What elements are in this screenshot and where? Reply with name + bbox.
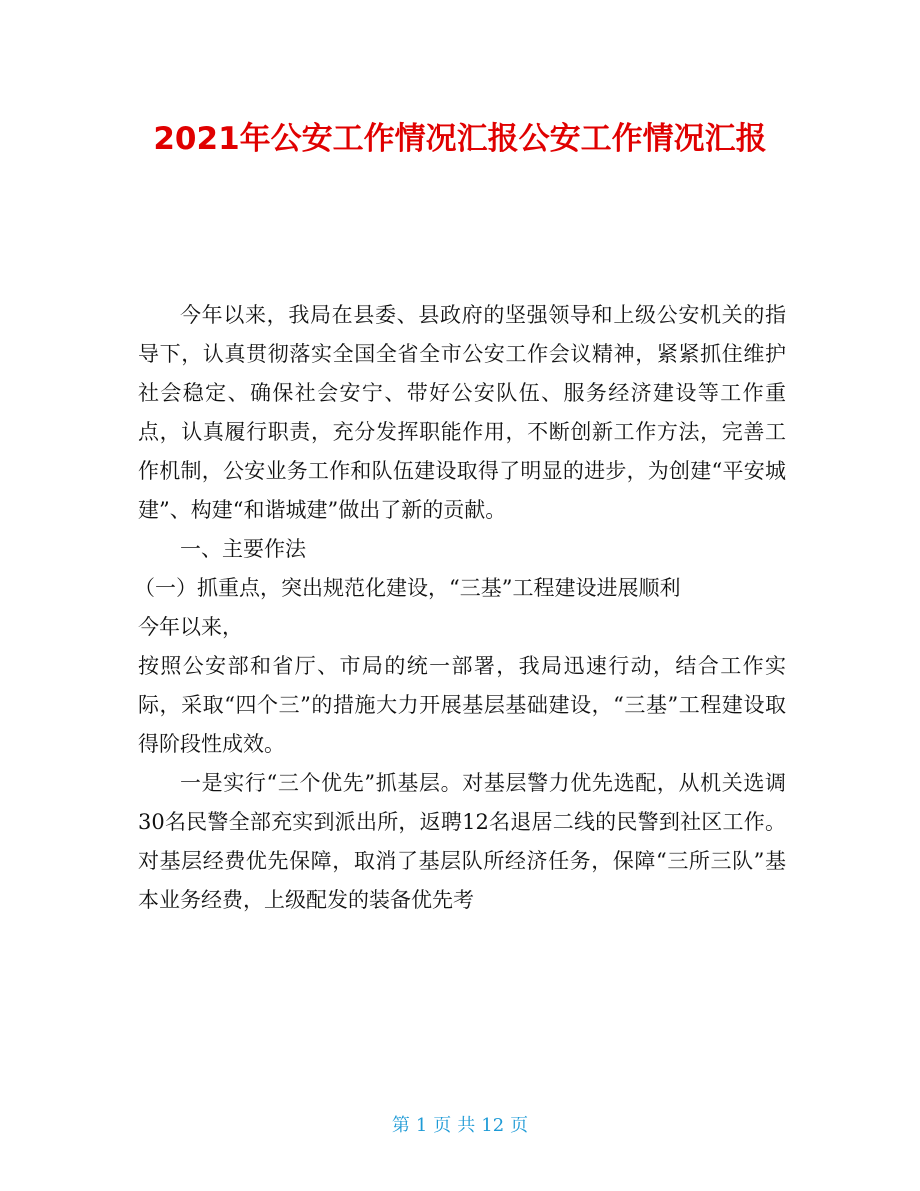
paragraph-intro: 今年以来，我局在县委、县政府的坚强领导和上级公安机关的指导下，认真贯彻落实全国全省全市公安工作会议精神，紧紧抓住维护社会稳定、确保社会安宁、带好公安队伍、服务经济建设等工作重点，认真履行职责，充分发挥职能作用，不断创新工作方法，完善工作机制，公安业务工作和队伍建设取得了明显的进步，为创建“平安城建”、构建“和谐城建”做出了新的贡献。: [138, 303, 786, 522]
paragraph-lead: 今年以来，: [138, 615, 243, 639]
page-footer: [0, 1112, 920, 1140]
footer-total-pages: 12: [481, 1115, 505, 1136]
footer-total-label: 共: [457, 1115, 476, 1136]
paragraph-basic-work: 按照公安部和省厅、市局的统一部署，我局迅速行动，结合工作实际，采取“四个三”的措施大力开展基层基础建设，“三基”工程建设取得阶段性成效。: [138, 654, 786, 756]
section-heading: 一、主要作法: [180, 537, 306, 561]
paragraph-three-priorities: 一是实行“三个优先”抓基层。对基层警力优先选配，从机关选调30名民警全部充实到派出所，返聘12名退居二线的民警到社区工作。对基层经费优先保障，取消了基层队所经济任务，保障“三所三队”基本业务经费，上级配发的装备优先考: [138, 771, 786, 912]
document-body: [134, 296, 786, 920]
footer-page-unit: 页: [433, 1115, 452, 1136]
footer-current-page: 1: [415, 1115, 428, 1136]
footer-page-label: 第: [391, 1115, 410, 1136]
document-title: 2021年公安工作情况汇报公安工作情况汇报: [153, 121, 767, 157]
footer-total-unit: 页: [510, 1115, 529, 1136]
subsection-heading: （一）抓重点，突出规范化建设，“三基”工程建设进展顺利: [134, 576, 681, 600]
